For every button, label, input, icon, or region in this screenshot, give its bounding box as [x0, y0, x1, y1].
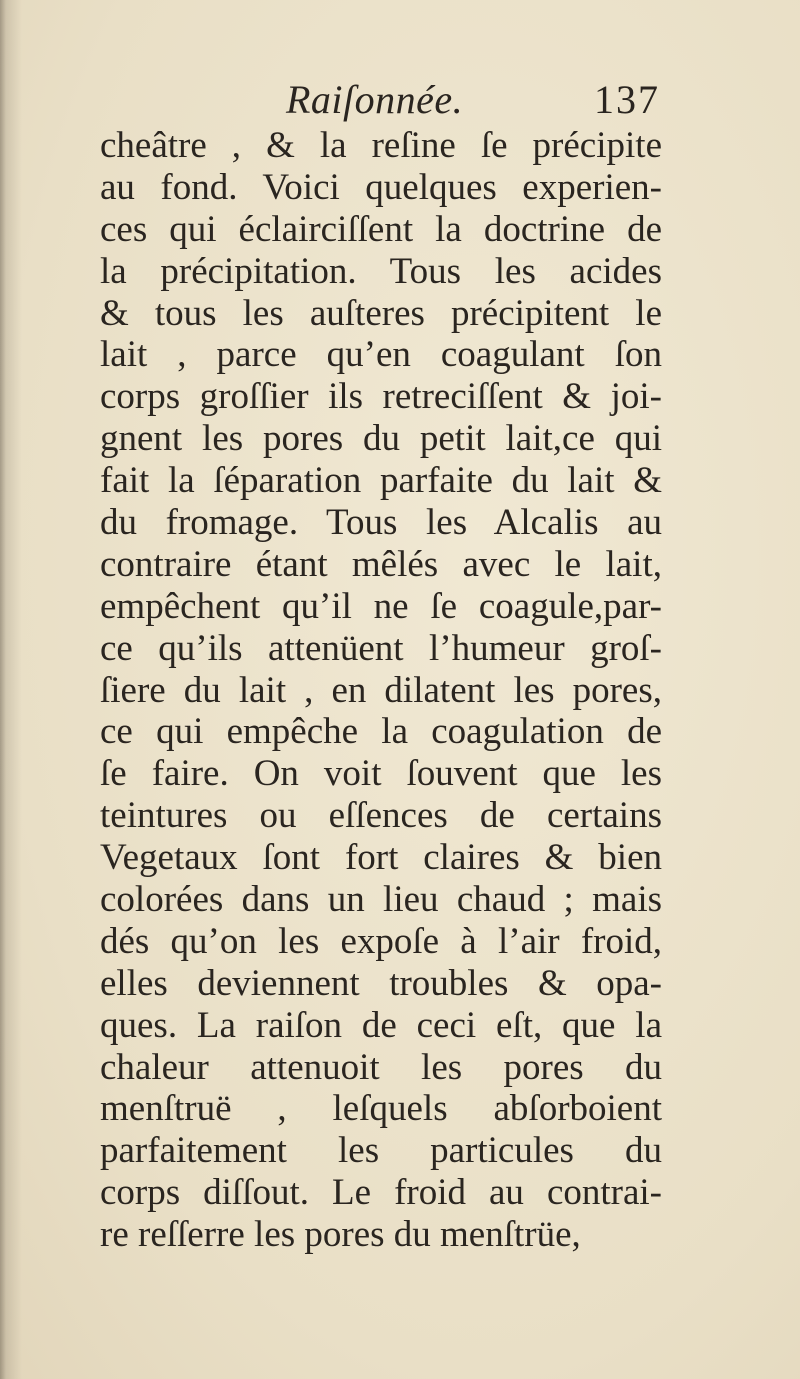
body-text: [100, 125, 662, 1256]
text-line: empêchent qu’il ne ſe coagule,par-: [100, 585, 662, 627]
text-line: parfaitement les particules du: [100, 1130, 662, 1172]
text-line: lait , parce qu’en coagulant ſon: [100, 334, 662, 376]
text-line: teintures ou eſſences de certains: [100, 795, 662, 837]
text-line: ce qui empêche la coagulation de: [100, 711, 662, 753]
text-line: chaleur attenuoit les pores du: [100, 1046, 662, 1088]
page-header: [100, 76, 660, 126]
text-line: cheâtre , & la reſine ſe précipite: [100, 125, 662, 166]
text-line: re reſſerre les pores du menſtrüe,: [100, 1214, 581, 1256]
text-line: la précipitation. Tous les acides: [100, 250, 662, 292]
text-line: gnent les pores du petit lait,ce qui: [100, 418, 662, 460]
text-line: dés qu’on les expoſe à l’air froid,: [100, 920, 662, 962]
text-line: corps groſſier ils retreciſſent & joi-: [100, 376, 662, 418]
text-line: ques. La raiſon de ceci eſt, que la: [100, 1004, 662, 1046]
text-line: colorées dans un lieu chaud ; mais: [100, 879, 662, 921]
text-line: au fond. Voici quelques experien-: [100, 166, 662, 208]
text-line: corps diſſout. Le froid au contrai-: [100, 1172, 662, 1214]
text-line: ſiere du lait , en dilatent les pores,: [100, 669, 662, 711]
text-line: menſtruë , leſquels abſorboient: [100, 1088, 662, 1130]
text-line: contraire étant mêlés avec le lait,: [100, 543, 662, 585]
text-line: & tous les auſteres précipitent le: [100, 292, 662, 334]
text-line: ces qui éclairciſſent la doctrine de: [100, 208, 662, 250]
text-line: elles deviennent troubles & opa-: [100, 962, 662, 1004]
page-number: 137: [594, 77, 660, 122]
text-line: du fromage. Tous les Alcalis au: [100, 502, 662, 544]
running-head: Raiſonnée.: [286, 77, 464, 122]
text-line: Vegetaux ſont fort claires & bien: [100, 837, 662, 879]
text-line: ce qu’ils attenüent l’humeur groſ-: [100, 627, 662, 669]
text-line: ſe faire. On voit ſouvent que les: [100, 753, 662, 795]
text-line: fait la ſéparation parfaite du lait &: [100, 460, 662, 502]
